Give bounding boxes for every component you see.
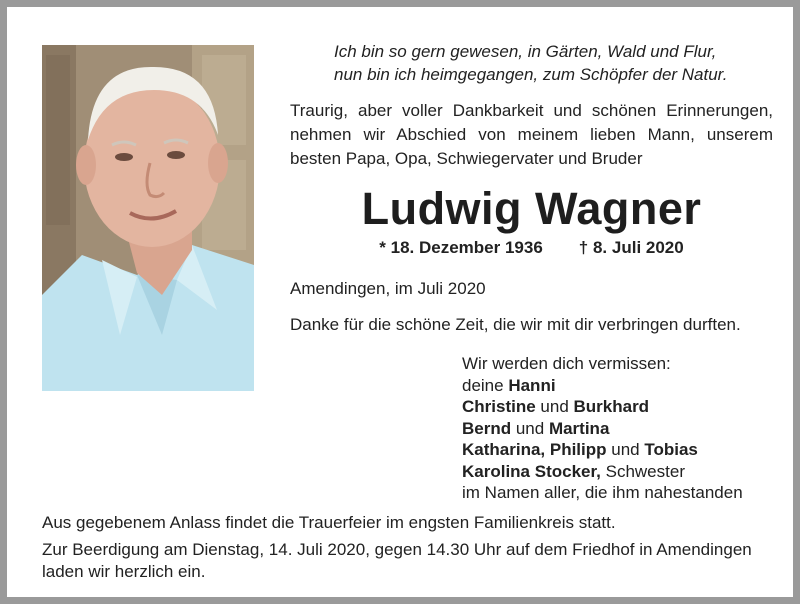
deceased-name: Ludwig Wagner [361, 183, 702, 234]
funeral-line-2: Zur Beerdigung am Dienstag, 14. Juli 2020, gegen 14.30 Uhr auf dem Friedhof in Amendingen laden wir herzlich ein. [42, 540, 752, 581]
death-date: † 8. Juli 2020 [578, 238, 684, 257]
poem-line-2: nun bin ich heimgegangen, zum Schöpfer der Natur. [334, 65, 728, 84]
funeral-line-1: Aus gegebenem Anlass findet die Trauerfeier im engsten Familienkreis statt. [42, 513, 616, 532]
portrait-illustration [42, 45, 254, 391]
family-row [462, 439, 743, 461]
family-row-suffix: Schwester [600, 461, 685, 481]
family-name: Christine [462, 397, 536, 416]
family-name: Katharina, Philipp [462, 440, 607, 459]
family-closing: im Namen aller, die ihm nahestanden [462, 483, 743, 502]
family-intro: Wir werden dich vermissen: [462, 354, 671, 373]
family-joiner: und [606, 440, 645, 459]
family-joiner: und [511, 418, 549, 438]
family-name: Hanni [508, 375, 556, 395]
family-row [462, 396, 743, 418]
poem-line-1: Ich bin so gern gewesen, in Gärten, Wald und Flur, [334, 42, 717, 61]
family-name: Tobias [644, 440, 698, 459]
family-list [462, 353, 743, 504]
family-joiner: und [535, 397, 574, 416]
birth-date: * 18. Dezember 1936 [379, 238, 543, 257]
family-row-prefix: deine [462, 375, 509, 395]
funeral-notice [42, 512, 777, 583]
intro-text: Traurig, aber voller Dankbarkeit und schönen Erinnerungen, nehmen wir Abschied von meinem lieben Mann, unserem besten Papa, Opa, Schwiegervater und Bruder [290, 101, 773, 168]
life-dates [290, 238, 773, 258]
family-name: Karolina Stocker, [462, 461, 601, 481]
portrait-photo [42, 45, 254, 391]
family-row [462, 461, 743, 483]
thanks-text: Danke für die schöne Zeit, die wir mit dir verbringen durften. [290, 315, 741, 334]
family-row [462, 418, 743, 440]
family-name: Martina [548, 418, 610, 438]
family-name: Burkhard [573, 397, 650, 416]
family-name: Bernd [462, 418, 512, 438]
poem [334, 40, 727, 86]
place-date: Amendingen, im Juli 2020 [290, 279, 486, 298]
family-row [462, 375, 743, 397]
